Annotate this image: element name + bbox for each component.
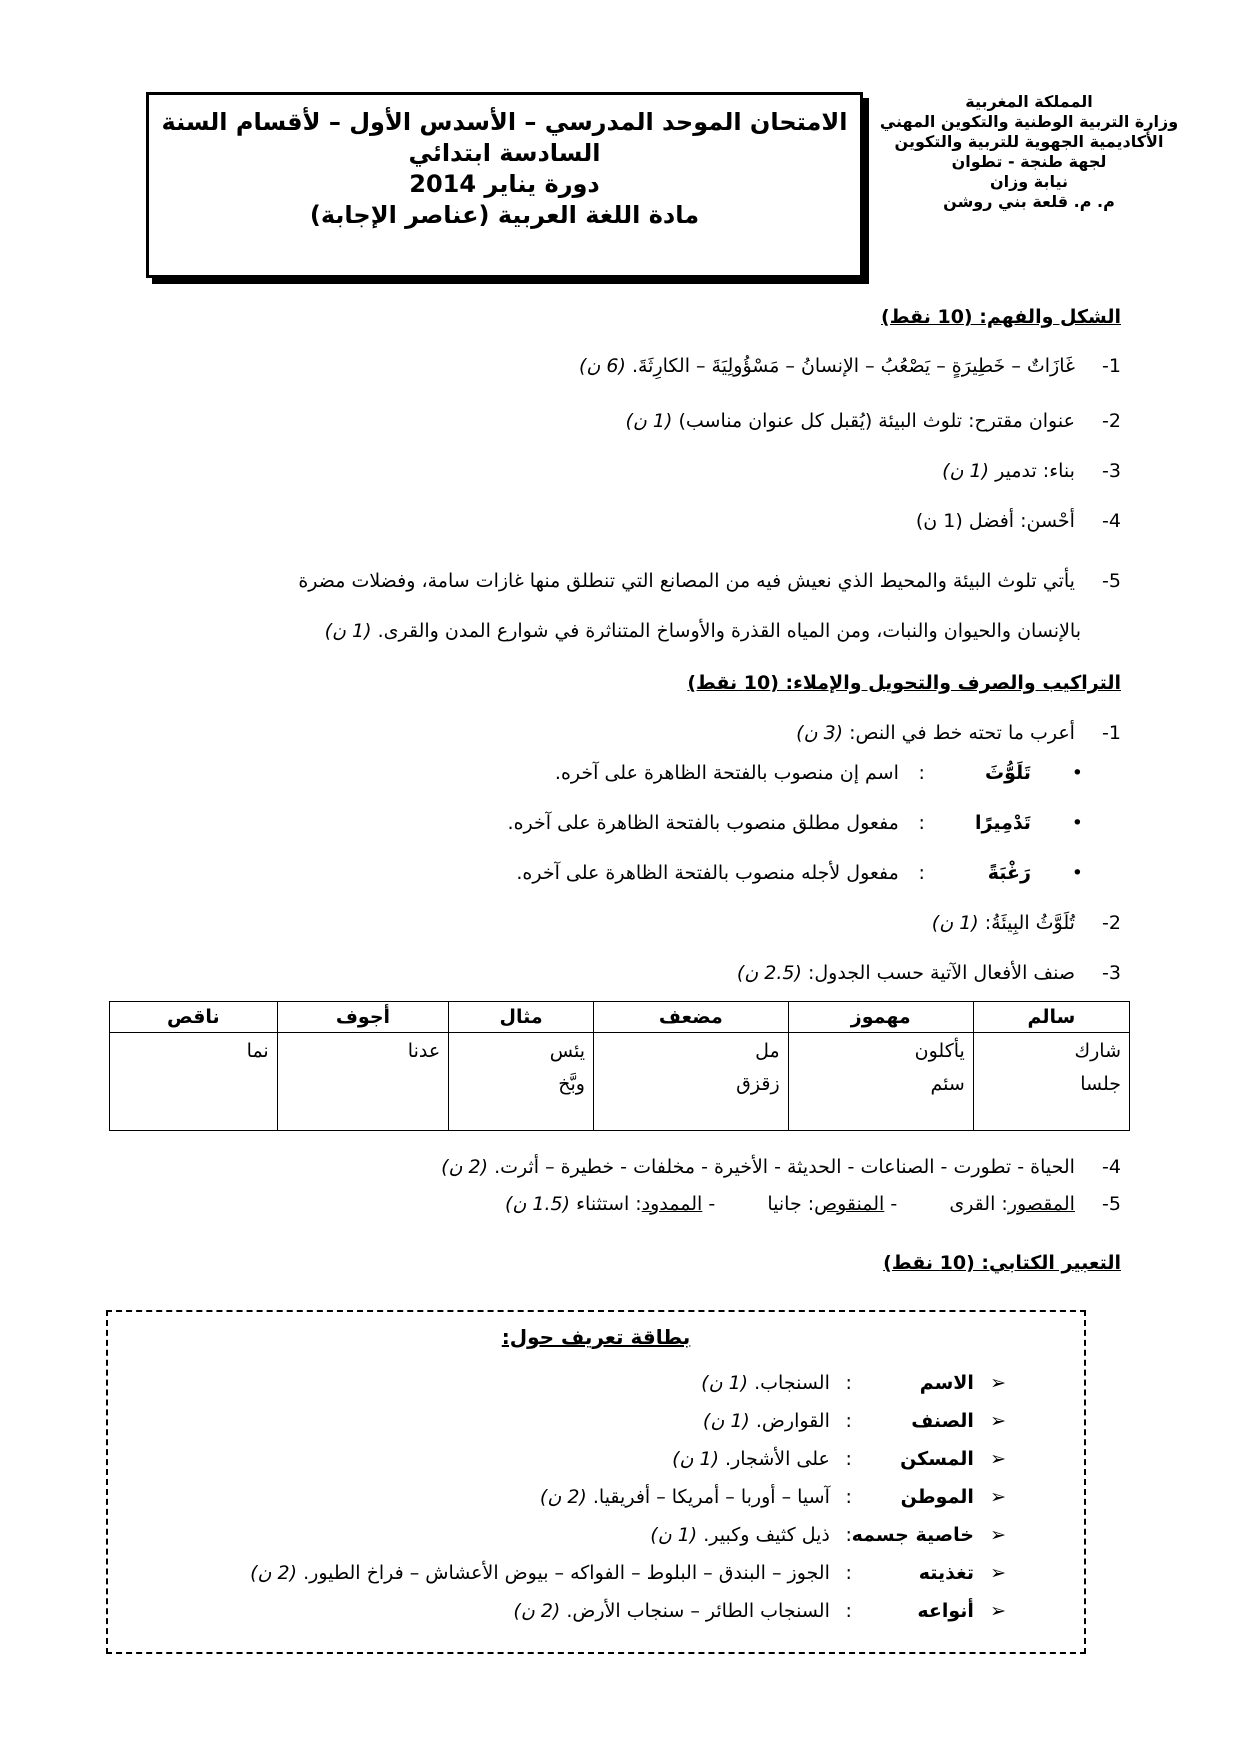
question-line: 5- المقصور: القرى - المنقوص: جانيا - الممدود: استثناء (1.5 ن) [505,1193,1121,1215]
parsing-item: • رَغْبَةً : مفعول لأجله منصوب بالفتحة الظاهرة على آخره. [516,862,1083,884]
card-row: ➢ المسكن : على الأشجار. (1 ن) [672,1448,1006,1470]
card-row-label: الصنف [911,1410,974,1432]
column-header: مضعف [593,1002,788,1033]
ministry-line: وزارة التربية الوطنية والتكوين المهني [879,112,1179,131]
ministry-line: الأكاديمية الجهوية للتربية والتكوين [894,132,1164,151]
answer-line [579,355,1121,377]
manqus-label: المنقوص [814,1193,885,1215]
parsing-item: • تَدْمِيرًا : مفعول مطلق منصوب بالفتحة الظاهرة على آخره. [507,812,1083,834]
item-number: 5- [1102,570,1121,592]
maqsur-label: المقصور [1007,1193,1075,1215]
points: (1 ن) [702,1410,750,1432]
item-number: 3- [1102,962,1121,984]
answer-text: أحْسن: أفضل (1 ن) [915,510,1075,532]
question-text: تُلَوَّثُ البِيئَةُ: [984,912,1075,934]
section-title-comprehension: الشكل والفهم: (10 نقط) [881,306,1121,328]
parsed-word: تَدْمِيرًا [974,812,1031,834]
item-number: 1- [1102,355,1121,377]
card-row-label: المسكن [900,1448,974,1470]
table-cell: شارك جلسا [973,1033,1129,1131]
parsed-word: رَغْبَةً [987,862,1031,884]
points: (6 ن) [578,355,626,377]
mamdud-label: الممدود [641,1193,703,1215]
bullet-icon: • [1071,862,1083,884]
card-row-label: الاسم [919,1372,974,1394]
ministry-header [864,92,1194,212]
exam-title-box [146,92,863,278]
points: (1 ن) [324,620,372,642]
verb-classification-table [109,1001,1130,1131]
points: (1 ن) [650,1524,698,1546]
card-row: ➢ الموطن : آسيا – أوربا – أمريكا – أفريقيا. (2 ن) [539,1486,1006,1508]
exam-title-line: مادة اللغة العربية (عناصر الإجابة) [309,201,700,229]
points: (1 ن) [942,460,990,482]
arrow-bullet-icon: ➢ [990,1486,1006,1508]
card-row-value: السنجاب. [754,1372,830,1394]
section-title-grammar: التراكيب والصرف والتحويل والإملاء: (10 نقط) [687,672,1121,694]
answer-line [298,570,1121,592]
mamdud-value: : استثناء [576,1193,642,1215]
bullet-icon: • [1071,812,1083,834]
card-row: ➢ أنواعه : السنجاب الطائر – سنجاب الأرض. (2 ن) [513,1600,1006,1622]
question-line [737,962,1121,984]
exam-title-line: السادسة ابتدائي [408,139,601,167]
card-row-value: ذيل كثيف وكبير. [703,1524,830,1546]
arrow-bullet-icon: ➢ [990,1448,1006,1470]
column-header: مهموز [788,1002,973,1033]
table-cell: يئس وبَّخ [449,1033,594,1131]
answer-line [626,410,1122,432]
arrow-bullet-icon: ➢ [990,1600,1006,1622]
maqsur-value: : القرى [949,1193,1008,1215]
parsed-word: تَلَوُّثَ [985,762,1031,784]
arrow-bullet-icon: ➢ [990,1562,1006,1584]
card-row: ➢ الصنف : القوارض. (1 ن) [702,1410,1006,1432]
table-cell: مل زقزق [593,1033,788,1131]
question-line [796,722,1121,744]
ministry-line: المملكة المغربية [965,92,1093,111]
question-line [441,1156,1121,1178]
answer-text: عنوان مقترح: تلوث البيئة (يُقبل كل عنوان مناسب) [678,410,1075,432]
answer-line [916,510,1121,532]
table-row [110,1033,1130,1131]
item-number: 2- [1102,912,1121,934]
parsing-analysis: مفعول مطلق منصوب بالفتحة الظاهرة على آخره. [507,812,899,834]
answer-text: بناء: تدمير [995,460,1075,482]
table-cell: يأكلون سئم [788,1033,973,1131]
answer-line [942,460,1121,482]
card-row-label: أنواعه [917,1600,974,1622]
arrow-bullet-icon: ➢ [990,1524,1006,1546]
item-number: 5- [1102,1193,1121,1215]
points: (1 ن) [672,1448,719,1470]
question-text: أعرب ما تحته خط في النص: [849,722,1075,744]
arrow-bullet-icon: ➢ [990,1372,1006,1394]
item-number: 3- [1102,460,1121,482]
card-row-value: على الأشجار. [725,1448,830,1470]
card-row: ➢ تغذيته : الجوز – البندق – البلوط – الفواكه – بيوض الأعشاش – فراخ الطيور. (2 ن) [250,1562,1006,1584]
points: (3 ن) [796,722,844,744]
answer-text: الحياة - تطورت - الصناعات - الحديثة - الأخيرة - مخلفات - خطيرة – أثرت. [494,1156,1075,1178]
column-header: أجوف [277,1002,448,1033]
item-number: 4- [1102,510,1121,532]
section-title-writing: التعبير الكتابي: (10 نقط) [883,1252,1121,1274]
card-row-label: خاصية جسمه [851,1524,974,1546]
card-title: بطاقة تعريف حول: [501,1325,691,1349]
answer-text: يأتي تلوث البيئة والمحيط الذي نعيش فيه من المصانع التي تنطلق منها غازات سامة، وفضلات مضرة [298,570,1075,592]
manqus-value: : جانيا [767,1193,815,1215]
exam-title-line: الامتحان الموحد المدرسي – الأسدس الأول – لأقسام السنة [161,108,848,136]
parsing-analysis: مفعول لأجله منصوب بالفتحة الظاهرة على آخره. [516,862,899,884]
bullet-icon: • [1071,762,1083,784]
card-row-value: آسيا – أوربا – أمريكا – أفريقيا. [592,1486,830,1508]
card-row-value: الجوز – البندق – البلوط – الفواكه – بيوض الأعشاش – فراخ الطيور. [303,1562,830,1584]
ministry-line: نيابة وزان [989,172,1069,191]
points: (1 ن) [931,912,979,934]
points: (2 ن) [250,1562,298,1584]
item-number: 2- [1102,410,1121,432]
points: (1 ن) [701,1372,749,1394]
points: (1.5 ن) [505,1193,571,1215]
table-cell: عدنا [277,1033,448,1131]
points: (1 ن) [625,410,673,432]
column-header: مثال [449,1002,594,1033]
card-row-label: تغذيته [918,1562,974,1584]
table-cell: نما [110,1033,278,1131]
item-number: 4- [1102,1156,1121,1178]
points: (2 ن) [513,1600,561,1622]
parsing-analysis: اسم إن منصوب بالفتحة الظاهرة على آخره. [554,762,899,784]
card-row: ➢ الاسم : السنجاب. (1 ن) [701,1372,1006,1394]
question-line [932,912,1121,934]
parsing-item: • تَلَوُّثَ : اسم إن منصوب بالفتحة الظاهرة على آخره. [554,762,1083,784]
card-row-label: الموطن [900,1486,974,1508]
column-header: ناقص [110,1002,278,1033]
points: (2 ن) [441,1156,489,1178]
card-row: ➢ خاصية جسمه : ذيل كثيف وكبير. (1 ن) [650,1524,1006,1546]
points: (2.5 ن) [736,962,802,984]
card-row-value: القوارض. [755,1410,830,1432]
item-number: 1- [1102,722,1121,744]
answer-text: غَازَاتٌ – خَطِيرَةٍ – يَصْعُبُ – الإنسانُ – مَسْؤُولِيَةَ – الكارِثَةَ. [631,355,1075,377]
arrow-bullet-icon: ➢ [990,1410,1006,1432]
card-row-value: السنجاب الطائر – سنجاب الأرض. [566,1600,830,1622]
ministry-line: لجهة طنجة - تطوان [951,152,1107,171]
exam-title-line: دورة يناير 2014 [409,170,600,198]
answer-text: بالإنسان والحيوان والنبات، ومن المياه القذرة والأوساخ المتناثرة في شوارع المدن والقرى. [377,620,1081,642]
ministry-line: م. م. قلعة بني روشن [943,192,1115,211]
table-header-row [110,1002,1130,1033]
answer-line-continued [325,620,1081,642]
points: (2 ن) [539,1486,587,1508]
column-header: سالم [973,1002,1129,1033]
question-text: صنف الأفعال الآتية حسب الجدول: [807,962,1075,984]
